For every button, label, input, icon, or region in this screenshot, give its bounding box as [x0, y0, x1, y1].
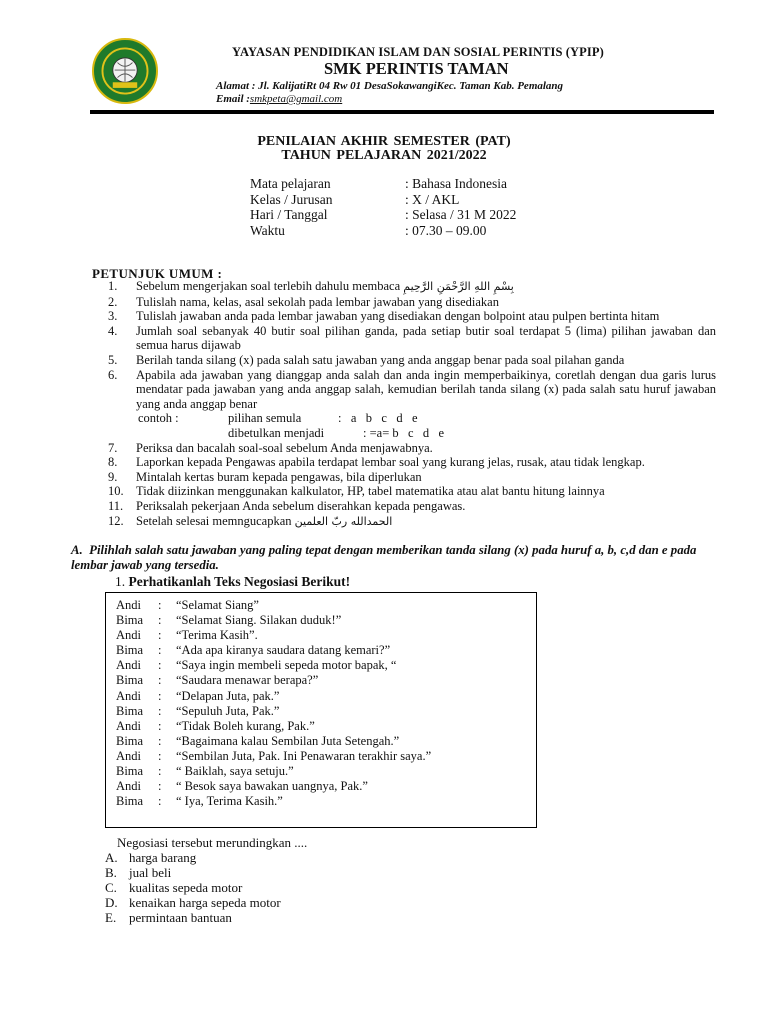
- speaker: Bima: [116, 613, 144, 628]
- dialog-text: “ Iya, Terima Kasih.”: [176, 794, 283, 809]
- info-value: : Selasa / 31 M 2022: [405, 207, 517, 222]
- info-row: [250, 192, 516, 208]
- instruction-item: [108, 353, 716, 368]
- answer-option[interactable]: [105, 850, 281, 865]
- exam-title: PENILAIAN AKHIR SEMESTER (PAT): [257, 134, 511, 149]
- item-text: Laporkan kepada Pengawas apabila terdapat lembar soal yang kurang jelas, rusak, atau tidak lengkap.: [136, 455, 645, 470]
- item-text: Tulislah nama, kelas, asal sekolah pada lembar jawaban yang disediakan: [136, 294, 499, 309]
- dialog-text: “Selamat Siang”: [176, 598, 259, 612]
- answer-option[interactable]: [105, 865, 281, 880]
- dialog-text: “Selamat Siang. Silakan duduk!”: [176, 613, 342, 628]
- dialog-line: Andi : “Delapan Juta, pak.”: [116, 688, 280, 703]
- dialog-line: Andi : “Tidak Boleh kurang, Pak.”: [116, 718, 315, 733]
- item-number: 8.: [108, 455, 118, 470]
- dialog-line: Bima : “Sepuluh Juta, Pak.”: [116, 703, 280, 718]
- dialog-line: Bima : “Saudara menawar berapa?”: [116, 673, 319, 688]
- info-key: Waktu: [250, 222, 285, 238]
- info-value: : X / AKL: [405, 191, 460, 207]
- info-row: [250, 207, 516, 223]
- exam-year: TAHUN PELAJARAN 2021/2022: [281, 148, 487, 163]
- answer-option[interactable]: [105, 880, 281, 895]
- arabic-text: بِسْمِ اللهِ الرَّحْمَنِ الرَّحِيمِ: [403, 280, 514, 293]
- instruction-item: [108, 309, 716, 324]
- answer-option[interactable]: [105, 910, 281, 925]
- item-number: 2.: [108, 294, 118, 309]
- dialog-text: “Ada apa kiranya saudara datang kemari?”: [176, 643, 391, 658]
- instruction-item: [108, 368, 716, 412]
- dialog-line: Andi : “Selamat Siang”: [116, 598, 259, 612]
- section-text: Pilihlah salah satu jawaban yang paling tepat dengan memberikan tanda silang (x) pada huruf a, b, c,d dan e pada lembar jawab yang tersedia.: [71, 543, 697, 572]
- info-key: Hari / Tanggal: [250, 207, 328, 222]
- option-letter: B.: [105, 865, 117, 880]
- dialog-line: Andi : “ Besok saya bawakan uangnya, Pak.”: [116, 779, 368, 794]
- item-text: Tulislah jawaban anda pada lembar jawaban yang disediakan dengan bolpoint atau pulpen bertinta hitam: [136, 309, 660, 324]
- item-text: Mintalah kertas buram kepada pengawas, bila diperlukan: [136, 469, 422, 484]
- header-divider: [90, 110, 714, 114]
- item-number: 4.: [108, 323, 118, 338]
- answer-option[interactable]: [105, 895, 281, 910]
- instruction-item: [108, 295, 716, 310]
- foundation-name: YAYASAN PENDIDIKAN ISLAM DAN SOSIAL PERINTIS (YPIP): [232, 45, 604, 59]
- exam-info: [250, 176, 516, 238]
- school-name: SMK PERINTIS TAMAN: [324, 59, 509, 78]
- instruction-item: [108, 455, 716, 470]
- item-text: Jumlah soal sebanyak 40 butir soal pilihan ganda, pada setiap butir soal terdapat 5 (lima) pilihan jawaban dan semua harus dijawab: [136, 323, 716, 353]
- option-text: jual beli: [129, 865, 172, 880]
- item-number: 10.: [108, 484, 124, 499]
- dialog-line: Andi : “Saya ingin membeli sepeda motor bapak, “: [116, 658, 397, 673]
- item-number: 12.: [108, 513, 124, 528]
- speaker: Andi: [116, 688, 141, 703]
- item-text: Periksa dan bacalah soal-soal sebelum Anda menjawabnya.: [136, 440, 433, 455]
- option-text: kualitas sepeda motor: [129, 880, 243, 895]
- instruction-item: [108, 514, 716, 530]
- school-address: Alamat : Jl. KalijatiRt 04 Rw 01 DesaSokawangiKec. Taman Kab. Pemalang: [216, 80, 564, 92]
- item-number: 11.: [108, 498, 124, 513]
- item-number: 9.: [108, 469, 118, 484]
- email-label: Email :: [216, 93, 250, 105]
- option-text: permintaan bantuan: [129, 910, 232, 925]
- item-number: 6.: [108, 367, 118, 382]
- info-row: [250, 176, 516, 192]
- dialog-text: “ Baiklah, saya setuju.”: [176, 764, 294, 779]
- option-letter: D.: [105, 895, 118, 910]
- school-logo: [92, 38, 158, 104]
- dialog-line: Andi : “Sembilan Juta, Pak. Ini Penawaran terakhir saya.”: [116, 748, 432, 763]
- dialog-text: “Sembilan Juta, Pak. Ini Penawaran terakhir saya.”: [176, 748, 432, 763]
- item-text: Setelah selesai memngucapkan: [136, 513, 292, 528]
- dialog-line: Bima : “Selamat Siang. Silakan duduk!”: [116, 613, 342, 628]
- dialog-text: “Saudara menawar berapa?”: [176, 673, 319, 688]
- option-letter: A.: [105, 850, 118, 865]
- question-heading: Perhatikanlah Teks Negosiasi Berikut!: [128, 574, 351, 589]
- instruction-item: [108, 484, 716, 499]
- dialog-text: “Sepuluh Juta, Pak.”: [176, 703, 280, 718]
- dialog-line: Bima : “Ada apa kiranya saudara datang kemari?”: [116, 643, 391, 658]
- dialog-line: Andi : “Terima Kasih”.: [116, 628, 258, 643]
- dialog-text: “ Besok saya bawakan uangnya, Pak.”: [176, 779, 368, 794]
- speaker: Bima: [116, 764, 144, 779]
- email-link[interactable]: smkpeta@gmail.com: [249, 93, 343, 105]
- speaker: Andi: [116, 598, 141, 612]
- speaker: Bima: [116, 643, 144, 658]
- dialog-line: Bima : “ Baiklah, saya setuju.”: [116, 764, 294, 779]
- item-text: Berilah tanda silang (x) pada salah satu jawaban yang anda anggap benar pada soal pilahan ganda: [136, 352, 625, 367]
- info-row: [250, 223, 516, 239]
- dialog-line: Bima : “ Iya, Terima Kasih.”: [116, 794, 283, 809]
- speaker: Andi: [116, 748, 141, 763]
- speaker: Andi: [116, 779, 141, 794]
- item-number: 3.: [108, 309, 118, 324]
- question-number: 1.: [115, 574, 126, 589]
- speaker: Bima: [116, 794, 144, 809]
- info-key: Kelas / Jurusan: [250, 191, 333, 207]
- dialog-text: “Terima Kasih”.: [176, 628, 258, 643]
- speaker: Bima: [116, 703, 144, 718]
- instruction-item: [108, 470, 716, 485]
- speaker: Andi: [116, 718, 141, 733]
- item-text: Apabila ada jawaban yang dianggap anda salah dan anda ingin memperbaikinya, coretlah dengan dua garis lurus mendatar pada jawaban yang anda anggap salah, kemudian berilah tanda silang (x) pada salah satu huruf jawaban yang anda anggap benar: [136, 367, 716, 411]
- info-value: : Bahasa Indonesia: [405, 176, 507, 191]
- info-value: : 07.30 – 09.00: [405, 222, 487, 238]
- example-original-value: : a b c d e: [338, 411, 418, 426]
- instruction-item: [108, 279, 716, 295]
- example-original-label: pilihan semula: [228, 411, 302, 426]
- option-letter: E.: [105, 910, 117, 925]
- item-text: Tidak diizinkan menggunakan kalkulator, HP, tabel matematika atau alat bantu hitung lainnya: [136, 484, 605, 499]
- speaker: Andi: [116, 628, 141, 643]
- dialog-text: “Tidak Boleh kurang, Pak.”: [176, 718, 315, 733]
- negotiation-dialog: [116, 598, 431, 809]
- info-key: Mata pelajaran: [250, 176, 331, 191]
- example-row: [138, 426, 716, 441]
- section-a-instruction: [71, 543, 721, 573]
- answer-options: [105, 850, 281, 925]
- example-row: [138, 411, 716, 426]
- instructions-list: [108, 279, 716, 529]
- instruction-item: [108, 324, 716, 353]
- example-fixed-value: : =a= b c d e: [363, 425, 445, 440]
- question-1-prompt: Negosiasi tersebut merundingkan ....: [117, 835, 308, 850]
- speaker: Bima: [116, 673, 144, 688]
- section-letter: A.: [71, 543, 83, 557]
- dialog-line: Bima : “Bagaimana kalau Sembilan Juta Setengah.”: [116, 733, 400, 748]
- arabic-text: الحمدالله ربّ العلمين: [294, 514, 393, 528]
- item-number: 7.: [108, 440, 118, 455]
- question-1-title: [115, 574, 350, 590]
- item-text: Sebelum mengerjakan soal terlebih dahulu membaca: [136, 279, 401, 293]
- school-email: [216, 93, 342, 105]
- instruction-item: [108, 499, 716, 514]
- speaker: Andi: [116, 658, 141, 673]
- dialog-text: “Saya ingin membeli sepeda motor bapak, “: [176, 658, 397, 673]
- item-text: Periksalah pekerjaan Anda sebelum diserahkan kepada pengawas.: [136, 498, 466, 513]
- item-number: 1.: [108, 279, 118, 293]
- dialog-text: “Delapan Juta, pak.”: [176, 688, 280, 703]
- instruction-item: [108, 441, 716, 456]
- option-letter: C.: [105, 880, 117, 895]
- speaker: Bima: [116, 733, 144, 748]
- option-text: kenaikan harga sepeda motor: [129, 895, 281, 910]
- dialog-text: “Bagaimana kalau Sembilan Juta Setengah.”: [176, 733, 400, 748]
- option-text: harga barang: [129, 850, 197, 865]
- item-number: 5.: [108, 352, 118, 367]
- instructions-heading: PETUNJUK UMUM :: [92, 266, 223, 281]
- example-fixed-label: dibetulkan menjadi: [228, 425, 325, 440]
- example-block: [108, 411, 716, 440]
- example-label: contoh :: [138, 411, 179, 426]
